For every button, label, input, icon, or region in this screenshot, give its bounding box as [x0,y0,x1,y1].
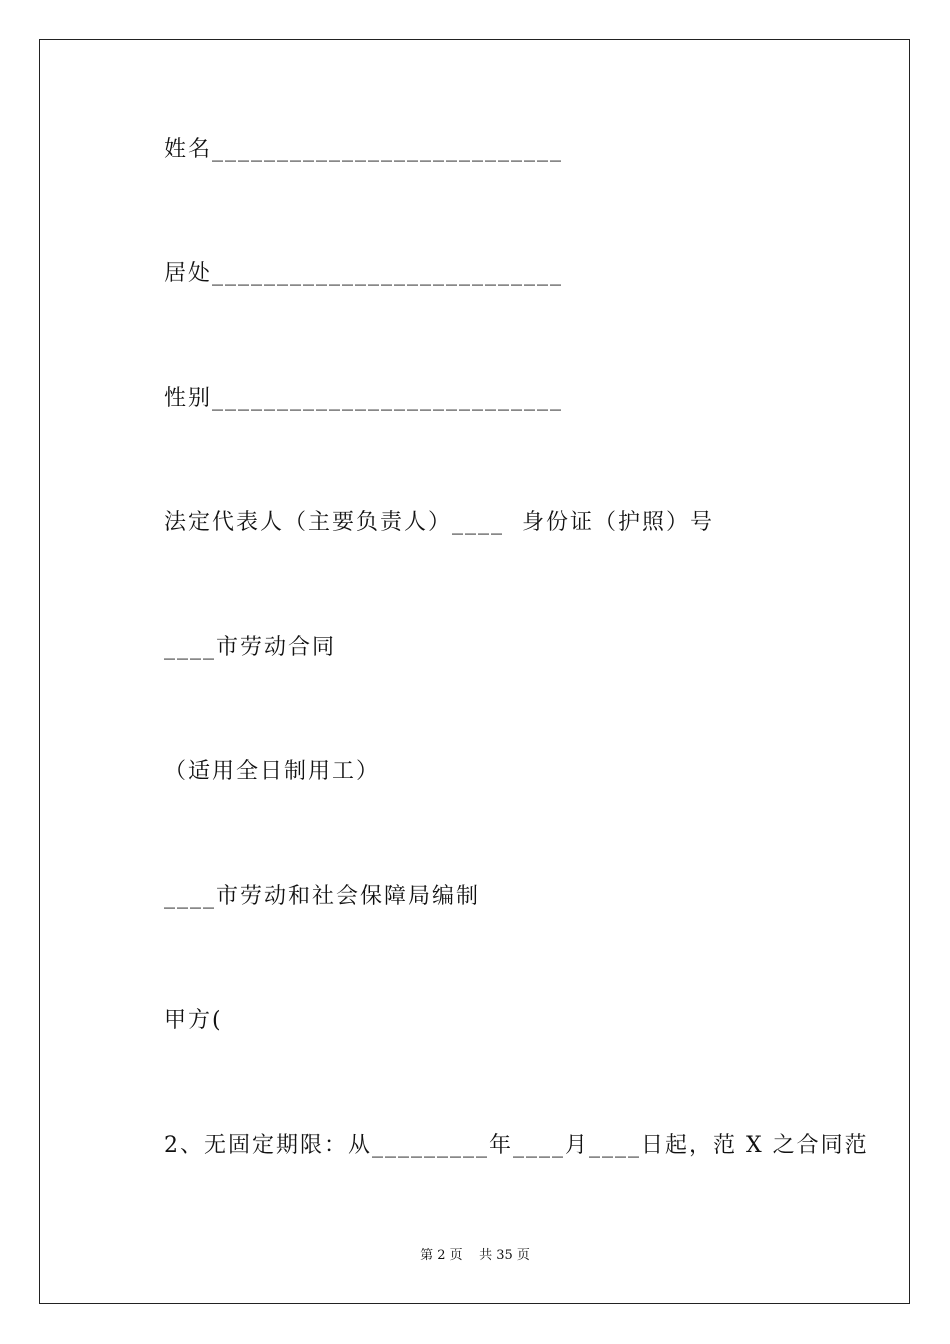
issuer-line: ____市劳动和社会保障局编制 [164,884,481,909]
term-clause-line: 2、无固定期限：从_________年____月____日起，范 X 之合同范 [164,1133,869,1158]
contract-title-line: ____市劳动合同 [164,635,337,660]
page-border [39,39,910,1304]
legal-representative-line: 法定代表人（主要负责人）____ 身份证（护照）号 [164,510,714,535]
contract-subtitle-line: （适用全日制用工） [164,759,381,784]
gender-field-line: 性别___________________________ [164,386,564,411]
party-a-line: 甲方( [164,1008,223,1033]
name-field-line: 姓名___________________________ [164,137,564,162]
residence-field-line: 居处___________________________ [164,261,564,286]
page-number-footer: 第 2 页 共 35 页 [420,1248,530,1263]
